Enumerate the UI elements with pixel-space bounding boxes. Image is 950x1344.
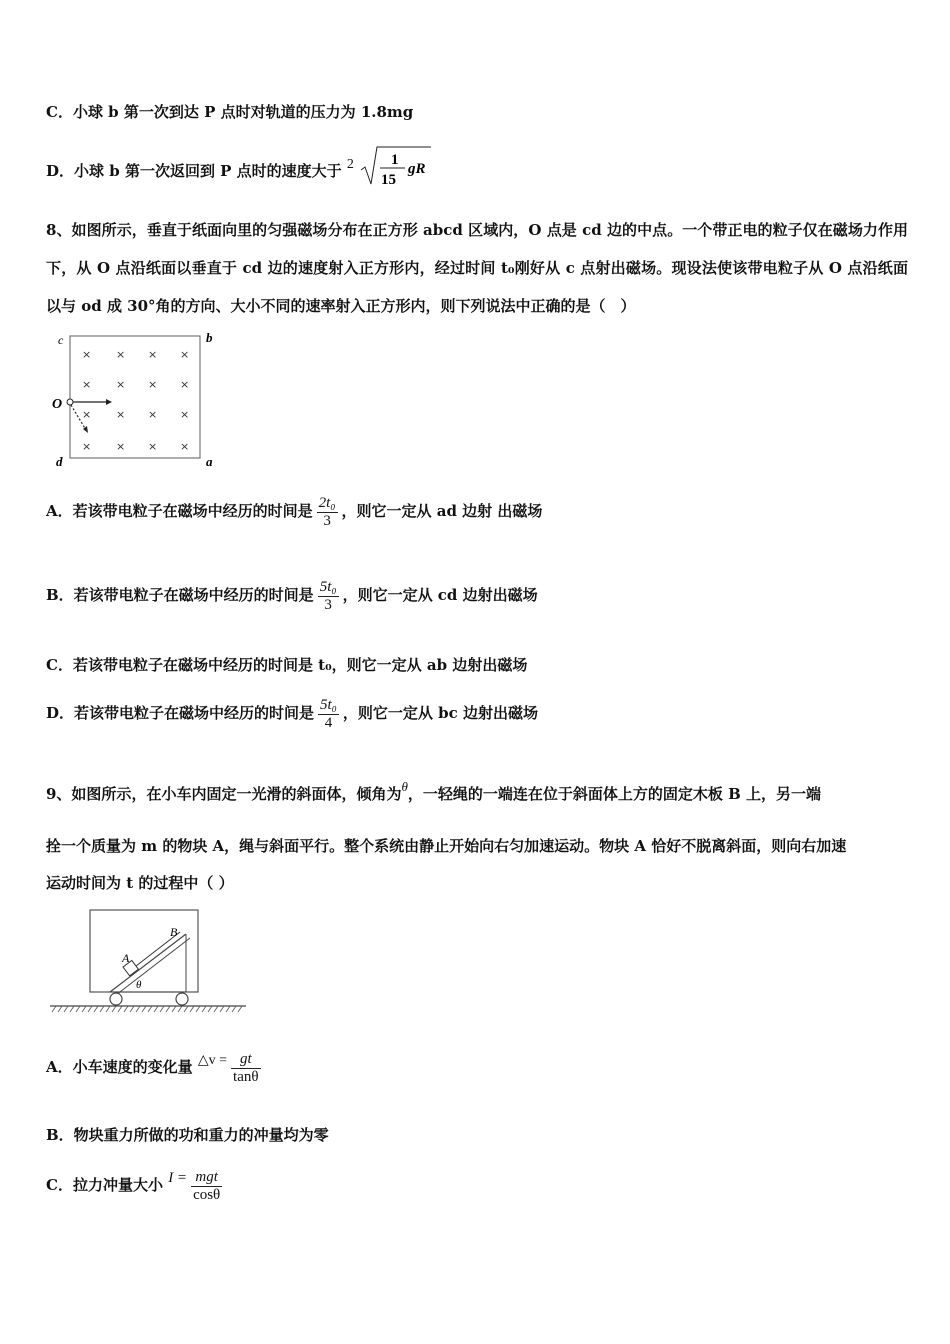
q8-magnetic-field-figure: [50, 330, 220, 470]
label-b: b: [206, 330, 213, 345]
q9-cart-figure: [48, 906, 253, 1016]
sqrt-tail: gR: [408, 161, 426, 177]
q8-option-a: A．若该带电粒子在磁场中经历的时间是 $\frac{\text{2t₀}}{3}$ ，则它一定从 ad 边射 出磁场: [46, 494, 543, 529]
label-a: A: [122, 951, 130, 965]
q9-option-a: A．小车速度的变化量 △v = $\frac{gt}{\tan\theta}$: [46, 1050, 259, 1085]
svg-text:×: ×: [116, 348, 126, 361]
q9-stem-line1: 9、如图所示，在小车内固定一光滑的斜面体，倾角为θ，一轻绳的一端连在位于斜面体上方的固定木板 B 上，另一端: [46, 779, 821, 803]
svg-text:×: ×: [180, 440, 190, 453]
label-d: d: [56, 454, 63, 469]
fraction: $\frac{\text{5t₀}}{4}$: [320, 696, 337, 731]
svg-text:×: ×: [116, 440, 126, 453]
field-marks: [82, 348, 189, 453]
q8-option-d: D．若该带电粒子在磁场中经历的时间是 $\frac{\text{5t₀}}{4}$ ，则它一定从 bc 边射出磁场: [46, 696, 538, 731]
q9-stem-line3: 运动时间为 t 的过程中（ ）: [46, 874, 234, 892]
fraction: $\frac{gt}{\tan\theta}$: [233, 1050, 259, 1085]
svg-text:×: ×: [148, 378, 158, 391]
svg-text:×: ×: [180, 348, 190, 361]
label-o: O: [52, 397, 63, 412]
q8-stem: 8、如图所示，垂直于纸面向里的匀强磁场分布在正方形 abcd 区域内，O 点是 cd 边的中点。一个带正电的粒子仅在磁场力作用下，从 O 点沿纸面以垂直于 cd 边的速度射入正方形内，经过时间 t₀刚好从 c 点射出磁场。现设法使该带电粒子从 O 点沿纸面以与 od 成 30°角的方向、大小不同的速率射入正方形内，则下列说法中正确的是（ ）: [46, 221, 908, 315]
q7-option-c: C．小球 b 第一次到达 P 点时对轨道的压力为 1.8mg: [46, 103, 414, 121]
svg-text:×: ×: [82, 348, 92, 361]
sqrt-fraction-den: 15: [381, 172, 397, 188]
fraction: $\frac{\text{mgt}}{\cos\theta}$: [193, 1168, 221, 1203]
svg-text:×: ×: [82, 440, 92, 453]
q9-option-c: C．拉力冲量大小 I = $\frac{\text{mgt}}{\cos\theta}$: [46, 1168, 221, 1203]
sqrt-expression: [359, 144, 431, 188]
label-theta: θ: [136, 979, 142, 991]
q9-stem-line2: 拴一个质量为 m 的物块 A，绳与斜面平行。整个系统由静止开始向右匀加速运动。物块 A 恰好不脱离斜面，则向右加速: [46, 837, 847, 855]
svg-text:×: ×: [148, 408, 158, 421]
label-b: B: [170, 925, 178, 939]
label-a: a: [206, 454, 213, 469]
q8-option-c: C．若该带电粒子在磁场中经历的时间是 t₀，则它一定从 ab 边射出磁场: [46, 656, 528, 674]
svg-text:×: ×: [116, 378, 126, 391]
fraction: $\frac{\text{2t₀}}{3}$: [318, 494, 336, 529]
q8-option-b: B．若该带电粒子在磁场中经历的时间是 $\frac{\text{5t₀}}{3}$ ，则它一定从 cd 边射出磁场: [46, 578, 538, 613]
sqrt-coefficient: 2: [346, 157, 354, 172]
q7-option-d: D．小球 b 第一次返回到 P 点时的速度大于 2 1 15 gR: [46, 150, 431, 192]
q9-option-b: B．物块重力所做的功和重力的冲量均为零: [46, 1126, 329, 1144]
sqrt-fraction-num: 1: [391, 152, 399, 168]
svg-text:×: ×: [148, 348, 158, 361]
svg-text:×: ×: [180, 408, 190, 421]
fraction: $\frac{\text{5t₀}}{3}$: [319, 578, 337, 613]
label-c: c: [58, 333, 64, 347]
svg-text:×: ×: [116, 408, 126, 421]
svg-text:×: ×: [82, 408, 92, 421]
svg-text:×: ×: [82, 378, 92, 391]
svg-text:×: ×: [148, 440, 158, 453]
svg-text:×: ×: [180, 378, 190, 391]
